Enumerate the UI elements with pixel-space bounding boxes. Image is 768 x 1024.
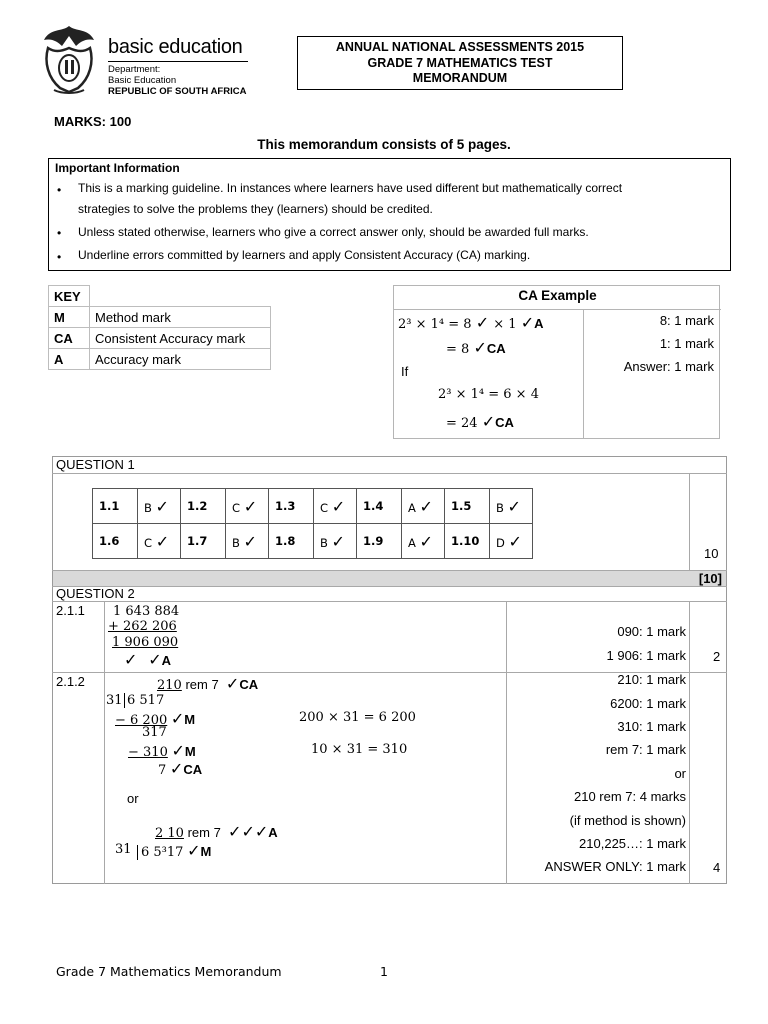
q212-alt-quotient: 2 10 rem 7 ✓✓✓A bbox=[155, 822, 278, 841]
q212-alt-divisor: 31 bbox=[115, 842, 132, 857]
check-icon: ✓ bbox=[187, 841, 201, 860]
check-icon: ✓ bbox=[170, 709, 185, 728]
key-meaning: Consistent Accuracy mark bbox=[90, 328, 271, 349]
q-answer: A ✓ bbox=[402, 524, 445, 559]
q212-divisor: 31 bbox=[106, 693, 123, 708]
check-icon: ✓ bbox=[475, 313, 490, 332]
check-icon: ✓ bbox=[124, 650, 138, 669]
q212-number: 2.1.2 bbox=[56, 674, 85, 689]
check-icon: ✓ bbox=[419, 496, 433, 516]
q-number: 1.2 bbox=[181, 489, 226, 524]
q212-mark: ANSWER ONLY: 1 mark bbox=[544, 859, 686, 874]
check-icon: ✓ bbox=[243, 531, 257, 551]
check-icon: ✓ bbox=[243, 496, 258, 516]
q211-line-3: 1 906 090 bbox=[112, 635, 179, 650]
q212-or: or bbox=[127, 791, 139, 806]
ca-mark: Answer: 1 mark bbox=[623, 359, 714, 374]
ca-mark: 8: 1 mark bbox=[659, 313, 714, 328]
page-number: 1 bbox=[380, 964, 388, 979]
q-number: 1.5 bbox=[445, 489, 490, 524]
q212-calc-2: 10 × 31 = 310 bbox=[311, 742, 408, 757]
q-number: 1.3 bbox=[269, 489, 314, 524]
q-number: 1.10 bbox=[445, 524, 490, 559]
q211-line-1: 1 643 884 bbox=[113, 604, 180, 619]
dept-line-2: Basic Education bbox=[108, 75, 177, 86]
q-number: 1.7 bbox=[181, 524, 226, 559]
ca-line-3: 2³ × 1⁴ = 6 × 4 bbox=[438, 387, 539, 402]
q212-total: 4 bbox=[713, 860, 721, 875]
q211-number: 2.1.1 bbox=[56, 603, 85, 618]
check-icon: ✓ bbox=[148, 650, 162, 669]
important-title: Important Information bbox=[55, 161, 180, 175]
bullet-3: Underline errors committed by learners and apply Consistent Accuracy (CA) marking. bbox=[78, 248, 531, 262]
footer-title: Grade 7 Mathematics Memorandum bbox=[56, 964, 282, 979]
q-answer: C ✓ bbox=[314, 489, 357, 524]
ca-if: If bbox=[401, 364, 409, 379]
q212-mark: (if method is shown) bbox=[569, 813, 686, 828]
check-icon: ✓ bbox=[507, 496, 521, 516]
q-number: 1.6 bbox=[93, 524, 138, 559]
ca-mark: 1: 1 mark bbox=[659, 336, 714, 351]
key-code: M bbox=[49, 307, 90, 328]
ca-line-1: 2³ × 1⁴ = 8 ✓ × 1 ✓A bbox=[398, 313, 544, 332]
important-information-box bbox=[48, 158, 731, 271]
q211-mark: 090: 1 mark bbox=[617, 624, 686, 639]
key-table bbox=[48, 285, 271, 370]
q-answer: B ✓ bbox=[490, 489, 533, 524]
bullet-2: Unless stated otherwise, learners who give a correct answer only, should be awarded full marks. bbox=[78, 225, 589, 239]
q1-answer-grid bbox=[92, 488, 533, 559]
check-icon: ✓ bbox=[419, 531, 433, 551]
q212-mark: 210,225…: 1 mark bbox=[579, 836, 686, 851]
q-answer: A ✓ bbox=[402, 489, 445, 524]
q212-calc-1: 200 × 31 = 6 200 bbox=[299, 710, 416, 725]
q-answer: B ✓ bbox=[314, 524, 357, 559]
title-line-3: MEMORANDUM bbox=[412, 71, 508, 85]
ca-line-4: = 24 ✓CA bbox=[446, 412, 514, 431]
q212-mark: 210 rem 7: 4 marks bbox=[574, 789, 686, 804]
q1-total-band bbox=[53, 570, 726, 586]
q-number: 1.1 bbox=[93, 489, 138, 524]
check-icon: ✓ bbox=[171, 741, 185, 760]
total-marks: MARKS: 100 bbox=[54, 114, 132, 129]
q212-sub-2: − 310 ✓M bbox=[128, 741, 196, 760]
q1-marks: 10 bbox=[704, 546, 719, 561]
q212-remainder-2: 7 ✓CA bbox=[158, 759, 203, 778]
title-line-2: GRADE 7 MATHEMATICS TEST bbox=[367, 55, 553, 70]
q-answer: D ✓ bbox=[490, 524, 533, 559]
check-icon: ✓ bbox=[169, 759, 184, 778]
key-header: KEY bbox=[49, 286, 90, 307]
ca-example-title: CA Example bbox=[518, 288, 597, 303]
bullet-icon: • bbox=[57, 226, 62, 240]
ca-example-box bbox=[393, 285, 720, 439]
q-answer: C ✓ bbox=[226, 489, 269, 524]
q-number: 1.8 bbox=[269, 524, 314, 559]
q211-mark: 1 906: 1 mark bbox=[606, 648, 686, 663]
q-number: 1.4 bbox=[357, 489, 402, 524]
pages-note: This memorandum consists of 5 pages. bbox=[257, 137, 511, 152]
key-code: CA bbox=[49, 328, 90, 349]
check-icon: ✓ bbox=[473, 338, 487, 357]
check-icon: ✓ bbox=[225, 674, 240, 693]
q211-total: 2 bbox=[713, 649, 721, 664]
document-title-box bbox=[297, 36, 623, 90]
bullet-icon: • bbox=[57, 183, 62, 197]
q212-remainder-1: 317 bbox=[142, 725, 167, 740]
key-meaning: Method mark bbox=[90, 307, 271, 328]
q1-total: [10] bbox=[698, 571, 722, 586]
q212-alt-dividend: 6 5³17 ✓M bbox=[137, 841, 211, 860]
q212-mark: 310: 1 mark bbox=[617, 719, 686, 734]
q-answer: B ✓ bbox=[138, 489, 181, 524]
check-icon: ✓ bbox=[331, 531, 345, 551]
dept-line-1: Department: bbox=[108, 64, 161, 75]
check-icon: ✓ bbox=[155, 496, 169, 516]
q212-mark: 210: 1 mark bbox=[617, 672, 686, 687]
q211-line-2: + 262 206 bbox=[108, 619, 177, 634]
bullet-1-line-2: strategies to solve the problems they (learners) should be credited. bbox=[78, 202, 433, 216]
brand-divider bbox=[108, 61, 248, 62]
brand-name: basic education bbox=[108, 36, 243, 58]
q211-ticks: ✓ ✓A bbox=[124, 650, 172, 669]
q212-sub-1: − 6 200 ✓M bbox=[115, 709, 196, 728]
title-line-1: ANNUAL NATIONAL ASSESSMENTS 2015 bbox=[335, 40, 585, 54]
dept-line-3: REPUBLIC OF SOUTH AFRICA bbox=[108, 86, 247, 97]
check-icon: ✓ bbox=[481, 412, 496, 431]
q2-title: QUESTION 2 bbox=[56, 586, 135, 601]
q212-dividend: 6 517 bbox=[124, 693, 164, 708]
table-row bbox=[93, 524, 533, 559]
q212-mark: 6200: 1 mark bbox=[610, 696, 686, 711]
q212-mark: rem 7: 1 mark bbox=[605, 742, 686, 757]
check-icon: ✓ bbox=[155, 531, 170, 551]
check-icon: ✓ bbox=[520, 313, 535, 332]
bullet-1-line-1: This is a marking guideline. In instances where learners have used different but mathematically correct bbox=[78, 181, 623, 195]
q212-mark: or bbox=[674, 766, 686, 781]
q-answer: B ✓ bbox=[226, 524, 269, 559]
check-icon: ✓ bbox=[508, 531, 522, 551]
check-icon: ✓✓✓ bbox=[228, 822, 269, 841]
table-row bbox=[93, 489, 533, 524]
q-number: 1.9 bbox=[357, 524, 402, 559]
q212-quotient-row: 210 rem 7 ✓CA bbox=[157, 674, 259, 693]
bullet-icon: • bbox=[57, 250, 62, 264]
q-answer: C ✓ bbox=[138, 524, 181, 559]
coat-of-arms-logo bbox=[40, 22, 98, 96]
q1-title: QUESTION 1 bbox=[56, 457, 135, 472]
key-meaning: Accuracy mark bbox=[90, 349, 271, 370]
key-code: A bbox=[49, 349, 90, 370]
check-icon: ✓ bbox=[331, 496, 346, 516]
ca-line-2: = 8 ✓CA bbox=[446, 338, 506, 357]
